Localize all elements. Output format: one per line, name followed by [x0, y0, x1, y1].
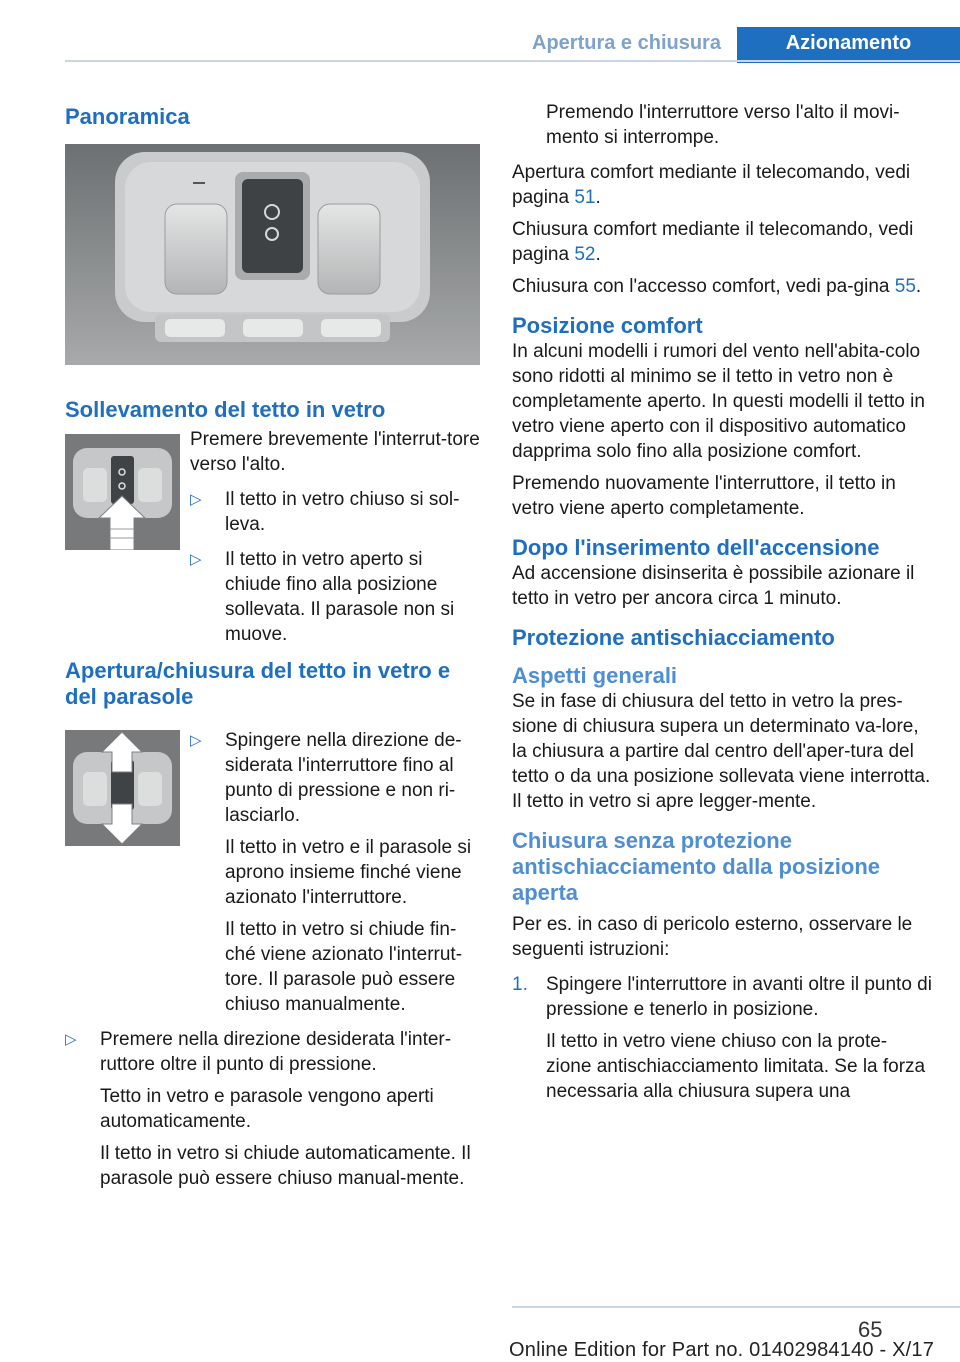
footer-edition: Online Edition for Part no. 01402984140 - X/17	[509, 1339, 935, 1361]
page-number: 65	[858, 1317, 883, 1342]
apertura-bullet-2-text: Premere nella direzione desiderata l'inter-ruttore oltre il punto di pressione.	[100, 1029, 452, 1075]
left-column	[65, 96, 480, 1191]
posizione-para-1: In alcuni modelli i rumori del vento nell'abita-colo sono ridotti al minimo se il tetto in vetro non è completamente aperto. In questi modelli il tetto in vetro viene aperto con il dispositivo automatico dapprima solo fino alla posizione comfort.	[512, 341, 925, 462]
switch-lift-image	[65, 434, 180, 550]
chiusura-step-1-para-2: Il tetto in vetro viene chiuso con la prote-zione antischiacciamento limitata. Se la forza necessaria alla chiusura supera una	[546, 1031, 926, 1102]
apertura-heading: Apertura/chiusura del tetto in vetro e del parasole	[65, 658, 451, 709]
continued-bullet-text: Premendo l'interruttore verso l'alto il movi-mento si interrompe.	[546, 102, 900, 148]
apertura-bullet-1-text: Spingere nella direzione de-siderata l'interruttore fino al punto di pressione e non ri-lasciarlo.	[225, 730, 462, 826]
step-number: 1.	[512, 974, 528, 995]
page-link-52[interactable]: 52	[574, 244, 596, 265]
bullet-arrow-icon: ▷	[65, 1031, 77, 1048]
chiusura-step-1	[512, 972, 932, 1104]
bullet-arrow-icon: ▷	[190, 491, 202, 508]
sollevamento-heading: Sollevamento del tetto in vetro	[65, 397, 386, 422]
footer-rule	[512, 1306, 960, 1308]
chiusura-heading: Chiusura senza protezione antischiacciamento dalla posizione aperta	[512, 828, 880, 905]
dopo-para-1: Ad accensione disinserita è possibile azionare il tetto in vetro per ancora circa 1 minuto.	[512, 563, 915, 609]
apertura-block	[65, 728, 480, 1191]
comfort-access-ref: Chiusura con l'accesso comfort, vedi pa-gina 55.	[512, 276, 922, 297]
comfort-close-ref: Chiusura comfort mediante il telecomando, vedi pagina 52.	[512, 219, 914, 265]
posizione-heading: Posizione comfort	[512, 313, 703, 338]
protezione-heading: Protezione antischiacciamento	[512, 625, 835, 650]
switch-open-close-image	[65, 730, 180, 846]
sollevamento-block	[65, 427, 480, 662]
chiusura-para-1: Per es. in caso di pericolo esterno, osservare le seguenti istruzioni:	[512, 914, 913, 960]
header-rule	[65, 60, 960, 62]
sollevamento-bullet-1	[190, 487, 480, 537]
bullet-arrow-icon: ▷	[190, 732, 202, 749]
aspetti-para-1: Se in fase di chiusura del tetto in vetro la pres-sione di chiusura supera un determinato va-lore, la chiusura a partire dal centro dell'aper-tura del tetto o da una posizione sollevata viene interrotta. Il tetto in vetro si apre legger-mente.	[512, 691, 931, 812]
dopo-heading: Dopo l'inserimento dell'accensione	[512, 535, 880, 560]
right-column	[512, 100, 932, 1104]
page-link-51[interactable]: 51	[574, 187, 596, 208]
sollevamento-intro: Premere brevemente l'interrut-tore verso l'alto.	[190, 429, 480, 475]
apertura-bullet-2	[65, 1027, 480, 1191]
page-link-55[interactable]: 55	[894, 276, 916, 297]
bullet-arrow-icon: ▷	[190, 551, 202, 568]
posizione-para-2: Premendo nuovamente l'interruttore, il tetto in vetro viene aperto completamente.	[512, 473, 896, 519]
apertura-bullet-1-para-2: Il tetto in vetro e il parasole si aprono insieme finché viene azionato l'interruttore.	[225, 837, 472, 908]
sollevamento-bullet-2-text: Il tetto in vetro aperto si chiude fino alla posizione sollevata. Il parasole non si muove.	[225, 549, 455, 645]
apertura-bullet-2-para-3: Il tetto in vetro si chiude automaticamente. Il parasole può essere chiuso manual-mente.	[100, 1143, 471, 1189]
apertura-bullet-1	[190, 728, 480, 1017]
apertura-bullet-2-para-2: Tetto in vetro e parasole vengono aperti automaticamente.	[100, 1086, 434, 1132]
overview-switch-image	[65, 144, 480, 365]
chiusura-step-1-text: Spingere l'interruttore in avanti oltre il punto di pressione e tenerlo in posizione.	[546, 974, 932, 1020]
sollevamento-bullet-2	[190, 547, 480, 647]
comfort-open-ref: Apertura comfort mediante il telecomando, vedi pagina 51.	[512, 162, 911, 208]
panoramica-heading: Panoramica	[65, 104, 190, 129]
sollevamento-bullet-1-text: Il tetto in vetro chiuso si sol-leva.	[225, 489, 460, 535]
aspetti-heading: Aspetti generali	[512, 663, 678, 688]
apertura-bullet-1-para-3: Il tetto in vetro si chiude fin-ché viene azionato l'interrut-tore. Il parasole può essere chiuso manualmente.	[225, 919, 463, 1015]
header-current-tab[interactable]: Azionamento	[737, 27, 960, 63]
header-section-tab[interactable]: Apertura e chiusura	[532, 32, 721, 54]
